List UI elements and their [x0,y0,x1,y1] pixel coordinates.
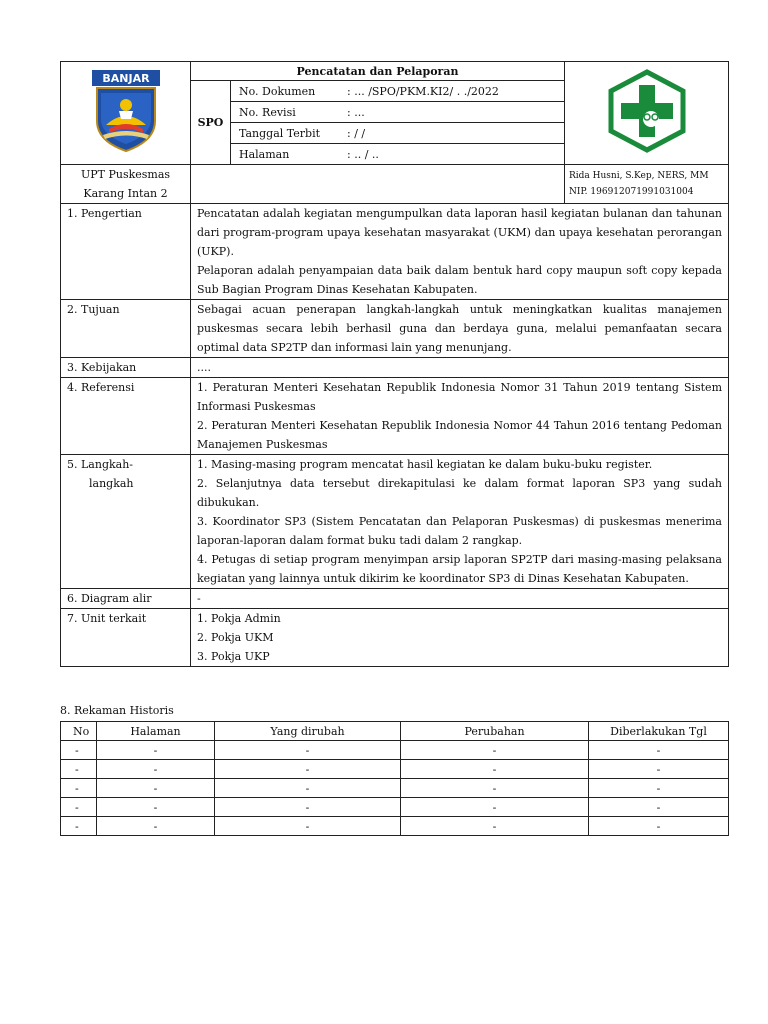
content-tujuan: Sebagai acuan penerapan langkah-langkah untuk meningkatkan kualitas manajemen puskesmas secara lebih berhasil guna dan berdaya guna, melalui pemanfaatan secara optimal data SP2TP dan informasi lain yang menunjang. [191,300,729,358]
meta-value: : / / [347,126,366,140]
unit-item-2: 2. Pokja UKM [197,631,274,644]
label-kebijakan: 3. Kebijakan [61,358,191,378]
pengertian-p2: Pelaporan adalah penyampaian data baik dalam bentuk hard copy maupun soft copy kepada Sub Bagian Program Dinas Kesehatan Kabupaten. [197,264,722,296]
history-row [61,760,729,779]
meta-value: : ... /SPO/PKM.KI2/ . ./2022 [347,84,499,98]
history-cell: - [97,817,215,836]
label-diagram: 6. Diagram alir [61,589,191,609]
label-tujuan: 2. Tujuan [61,300,191,358]
meta-value: : ... [347,105,365,119]
content-diagram: - [191,589,729,609]
empty-signature-cell [191,165,565,204]
meta-document-number [231,81,565,102]
content-unit [191,609,729,667]
history-cell: - [215,798,401,817]
row-referensi [61,378,729,455]
langkah-step-2: 2. Selanjutnya data tersebut direkapitulasi ke dalam format laporan SP3 yang sudah dibukukan. [197,477,722,509]
row-tujuan [61,300,729,358]
banjar-logo-cell [61,62,191,165]
content-kebijakan: .... [191,358,729,378]
banjar-label: BANJAR [101,72,150,85]
content-table [60,203,729,667]
unit-item-3: 3. Pokja UKP [197,650,270,663]
meta-page [231,144,565,165]
history-row [61,779,729,798]
referensi-item-1: 1. Peraturan Menteri Kesehatan Republik Indonesia Nomor 31 Tahun 2019 tentang Sistem Informasi Puskesmas [197,381,722,413]
history-cell: - [589,741,729,760]
signer-nip: NIP. 196912071991031004 [569,187,694,197]
meta-label: Halaman [239,147,290,161]
history-col-diberlakukan: Diberlakukan Tgl [589,722,729,741]
org-line-1: UPT Puskesmas [80,168,171,181]
signer-cell [565,165,729,204]
document-sheet [60,61,728,667]
label-langkah-line1: 5. Langkah- [67,458,134,471]
label-unit: 7. Unit terkait [61,609,191,667]
history-row [61,798,729,817]
history-cell: - [215,760,401,779]
meta-label: No. Revisi [239,105,296,119]
puskesmas-logo-icon [605,69,689,153]
history-cell: - [97,760,215,779]
history-cell: - [61,760,97,779]
content-langkah [191,455,729,589]
history-cell: - [589,779,729,798]
spo-label: SPO [191,81,231,165]
content-pengertian [191,204,729,300]
langkah-step-1: 1. Masing-masing program mencatat hasil kegiatan ke dalam buku-buku register. [197,458,653,471]
history-cell: - [215,779,401,798]
label-langkah-line2: langkah [89,477,134,490]
history-cell: - [589,798,729,817]
document-title: Pencatatan dan Pelaporan [191,62,565,81]
history-cell: - [97,779,215,798]
history-cell: - [401,760,589,779]
history-cell: - [61,798,97,817]
row-diagram [61,589,729,609]
row-unit [61,609,729,667]
history-cell: - [97,798,215,817]
history-cell: - [215,741,401,760]
meta-revision [231,102,565,123]
history-cell: - [61,817,97,836]
pengertian-p1: Pencatatan adalah kegiatan mengumpulkan data laporan hasil kegiatan bulanan dan tahunan dari program-program upaya kesehatan masyarakat (UKM) dan upaya kesehatan perorangan (UKP). [197,207,722,258]
header-table [60,61,729,204]
history-col-no: No [61,722,97,741]
row-langkah [61,455,729,589]
label-langkah [61,455,191,589]
history-cell: - [401,817,589,836]
history-table [60,721,729,836]
meta-label: Tanggal Terbit [239,126,321,140]
history-row [61,741,729,760]
history-col-perubahan: Perubahan [401,722,589,741]
history-header-row [61,722,729,741]
history-cell: - [589,760,729,779]
banjar-emblem-icon [91,69,161,153]
history-cell: - [401,798,589,817]
meta-value: : .. / .. [347,147,379,161]
signer-name: Rida Husni, S.Kep, NERS, MM [569,171,709,181]
row-kebijakan [61,358,729,378]
history-title: 8. Rekaman Historis [60,704,174,717]
history-cell: - [61,741,97,760]
history-col-yang-dirubah: Yang dirubah [215,722,401,741]
history-row [61,817,729,836]
label-referensi: 4. Referensi [61,378,191,455]
organization-name [61,165,191,204]
content-referensi [191,378,729,455]
meta-issue-date [231,123,565,144]
history-cell: - [589,817,729,836]
label-pengertian: 1. Pengertian [61,204,191,300]
referensi-item-2: 2. Peraturan Menteri Kesehatan Republik Indonesia Nomor 44 Tahun 2016 tentang Pedoman Manajemen Puskesmas [197,419,722,451]
history-cell: - [401,779,589,798]
history-cell: - [97,741,215,760]
unit-item-1: 1. Pokja Admin [197,612,281,625]
history-col-halaman: Halaman [97,722,215,741]
history-cell: - [215,817,401,836]
meta-label: No. Dokumen [239,84,316,98]
puskesmas-logo-cell [565,62,729,165]
langkah-step-4: 4. Petugas di setiap program menyimpan arsip laporan SP2TP dari masing-masing pelaksana kegiatan yang lainnya untuk dikirim ke koordinator SP3 di Dinas Kesehatan Kabupaten. [197,553,722,585]
langkah-step-3: 3. Koordinator SP3 (Sistem Pencatatan dan Pelaporan Puskesmas) di puskesmas menerima laporan-laporan dalam format buku tadi dalam 2 rangkap. [197,515,722,547]
row-pengertian [61,204,729,300]
org-line-2: Karang Intan 2 [83,187,168,200]
history-cell: - [61,779,97,798]
history-cell: - [401,741,589,760]
